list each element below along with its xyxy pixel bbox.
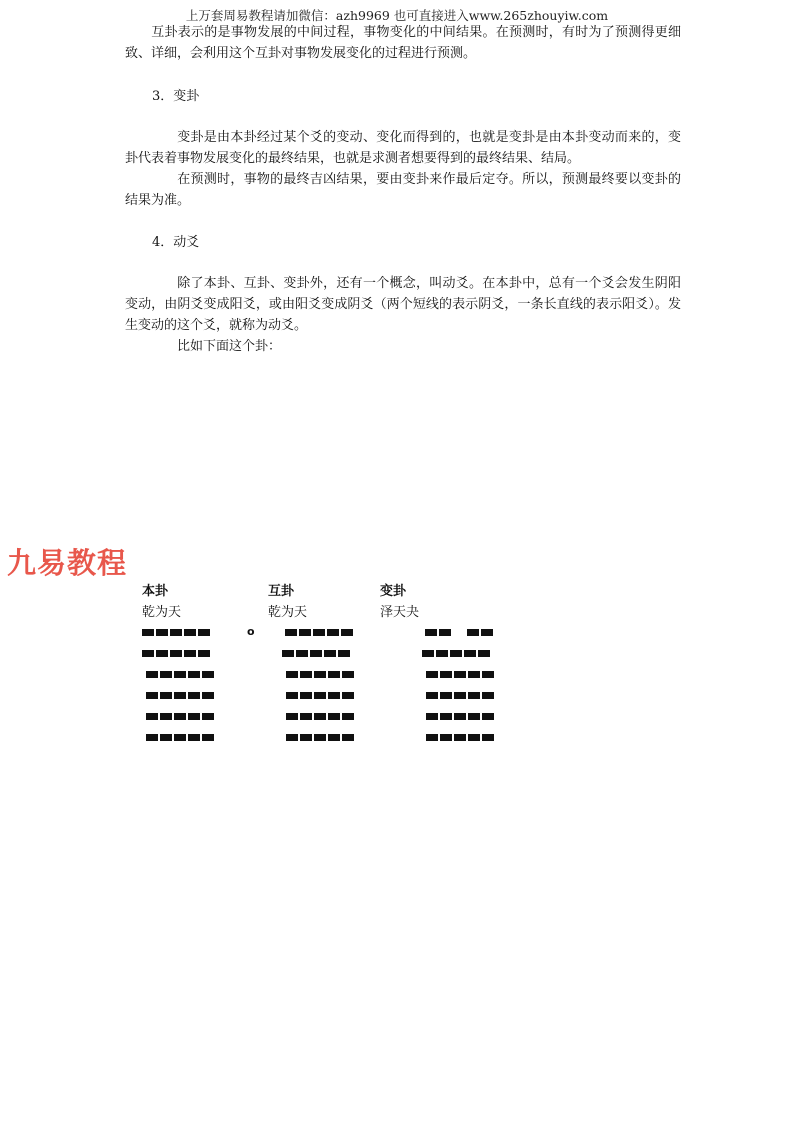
hu-gua-yang-line <box>285 629 355 636</box>
yang-segment <box>426 734 496 741</box>
yin-segment <box>425 629 451 636</box>
yang-segment <box>422 650 492 657</box>
bian-gua-name: 泽天夬 <box>380 605 420 620</box>
paragraph-hugua-text: 互卦表示的是事物发展的中间过程，事物变化的中间结果。在预测时，有时为了预测得更细致、详细，会利用这个互卦对事物发展变化的过程进行预测。 <box>125 25 681 61</box>
bian-gua-yang-line <box>422 650 492 657</box>
yang-segment <box>146 734 216 741</box>
hu-gua-yang-line <box>286 713 356 720</box>
yin-segment <box>467 629 495 636</box>
ben-gua-name: 乾为天 <box>142 605 182 620</box>
paragraph-hugua <box>125 22 681 64</box>
paragraph-example-text: 比如下面这个卦： <box>177 339 282 354</box>
hu-gua-yang-line <box>282 650 352 657</box>
paragraph-dongyao-text: 除了本卦、互卦、变卦外，还有一个概念，叫动爻。在本卦中，总有一个爻会发生阴阳变动，由阴爻变成阳爻，或由阳爻变成阴爻（两个短线的表示阴爻，一条长直线的表示阳爻）。发生变动的这个爻，就称为动爻。 <box>125 276 681 333</box>
heading-dongyao: 4．动爻 <box>152 235 200 250</box>
yang-segment <box>146 713 216 720</box>
bian-gua-yin-line <box>425 629 495 636</box>
watermark-logo: 九易教程 <box>7 546 128 580</box>
ben-gua-yang-line <box>146 671 216 678</box>
paragraph-biangua-2 <box>125 169 681 211</box>
paragraph-biangua-2-text: 在预测时，事物的最终吉凶结果，要由变卦来作最后定夺。所以，预测最终要以变卦的结果为准。 <box>125 172 681 208</box>
moving-line-marker: o <box>247 625 255 638</box>
paragraph-biangua-1 <box>125 127 681 169</box>
ben-gua-yang-line <box>146 692 216 699</box>
yang-segment <box>146 692 216 699</box>
bian-gua-yang-line <box>426 734 496 741</box>
ben-gua-title: 本卦 <box>142 584 169 599</box>
hu-gua-yang-line <box>286 692 356 699</box>
ben-gua-yang-line <box>142 629 212 636</box>
yang-segment <box>285 629 355 636</box>
bian-gua-yang-line <box>426 713 496 720</box>
paragraph-dongyao <box>125 273 681 336</box>
hu-gua-yang-line <box>286 734 356 741</box>
yang-segment <box>426 713 496 720</box>
yang-segment <box>286 713 356 720</box>
yang-segment <box>426 671 496 678</box>
hu-gua-title: 互卦 <box>268 584 295 599</box>
bian-gua-yang-line <box>426 671 496 678</box>
hu-gua-yang-line <box>286 671 356 678</box>
paragraph-biangua-1-text: 变卦是由本卦经过某个爻的变动、变化而得到的，也就是变卦是由本卦变动而来的，变卦代表着事物发展变化的最终结果，也就是求测者想要得到的最终结果、结局。 <box>125 130 681 166</box>
yang-segment <box>286 734 356 741</box>
yang-segment <box>142 629 212 636</box>
page-header: 上万套周易教程请加微信：azh9969 也可直接进入www.265zhouyiw.com <box>185 8 609 23</box>
yang-segment <box>286 692 356 699</box>
ben-gua-yang-line <box>142 650 212 657</box>
yang-segment <box>282 650 352 657</box>
yang-segment <box>426 692 496 699</box>
bian-gua-title: 变卦 <box>380 584 407 599</box>
paragraph-example <box>125 336 681 357</box>
yang-segment <box>286 671 356 678</box>
bian-gua-yang-line <box>426 692 496 699</box>
yang-segment <box>142 650 212 657</box>
yang-segment <box>146 671 216 678</box>
ben-gua-yang-line <box>146 713 216 720</box>
hu-gua-name: 乾为天 <box>268 605 308 620</box>
heading-biangua: 3．变卦 <box>152 89 200 104</box>
ben-gua-yang-line <box>146 734 216 741</box>
